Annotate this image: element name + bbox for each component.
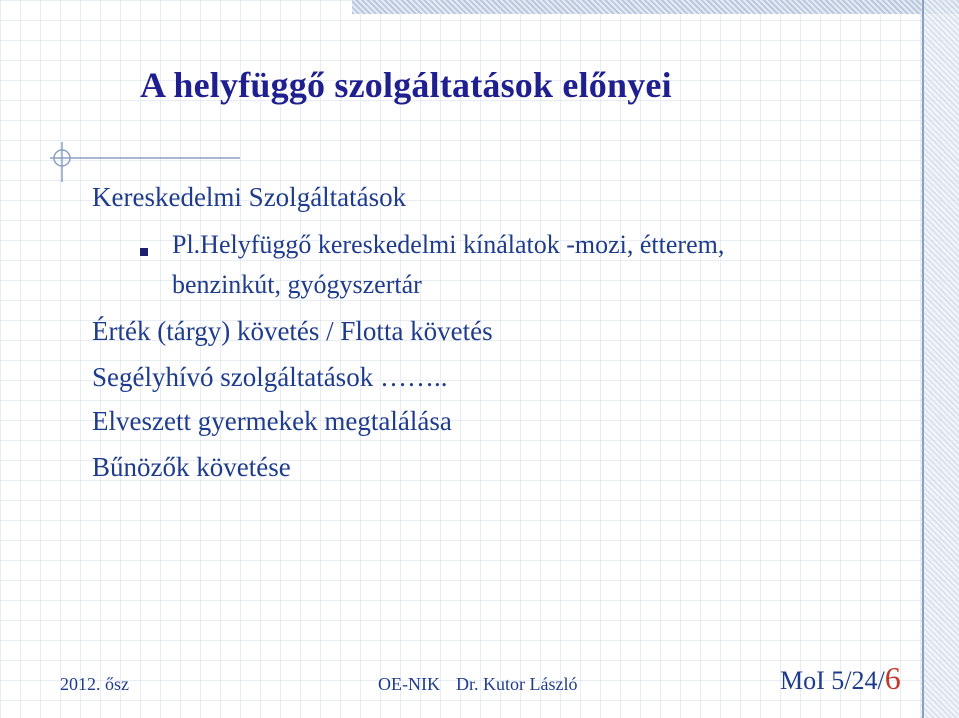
- item-elveszett-gyermekek: Elveszett gyermekek megtalálása: [92, 406, 452, 436]
- item-ertek-kovetes: Érték (tárgy) követés / Flotta követés: [92, 316, 493, 346]
- footer-date: 2012. ősz: [60, 674, 129, 694]
- page-last-number: 6: [884, 660, 901, 696]
- page-number: [780, 660, 901, 697]
- item-segelyhivo: Segélyhívó szolgáltatások ……..: [92, 362, 448, 392]
- page-fraction: 5/24/: [831, 666, 885, 695]
- square-bullet-icon: [140, 248, 148, 256]
- top-decorative-bar: [352, 0, 959, 14]
- page-code: MoI: [780, 666, 825, 695]
- footer-org: OE-NIK: [378, 674, 440, 694]
- item-bunozok-kovetese: Bűnözők követése: [92, 452, 291, 482]
- right-decorative-bar: [921, 0, 959, 718]
- subitem-pl-line1: Pl.Helyfüggő kereskedelmi kínálatok -mozi, étterem,: [172, 230, 725, 259]
- item-kereskedelmi: Kereskedelmi Szolgáltatások: [92, 182, 407, 212]
- slide-title: A helyfüggő szolgáltatások előnyei: [140, 65, 672, 105]
- subitem-pl-line2: benzinkút, gyógyszertár: [172, 270, 422, 299]
- crosshair-decoration: [50, 142, 240, 182]
- right-divider-line: [922, 0, 924, 718]
- footer-author: Dr. Kutor László: [456, 674, 578, 694]
